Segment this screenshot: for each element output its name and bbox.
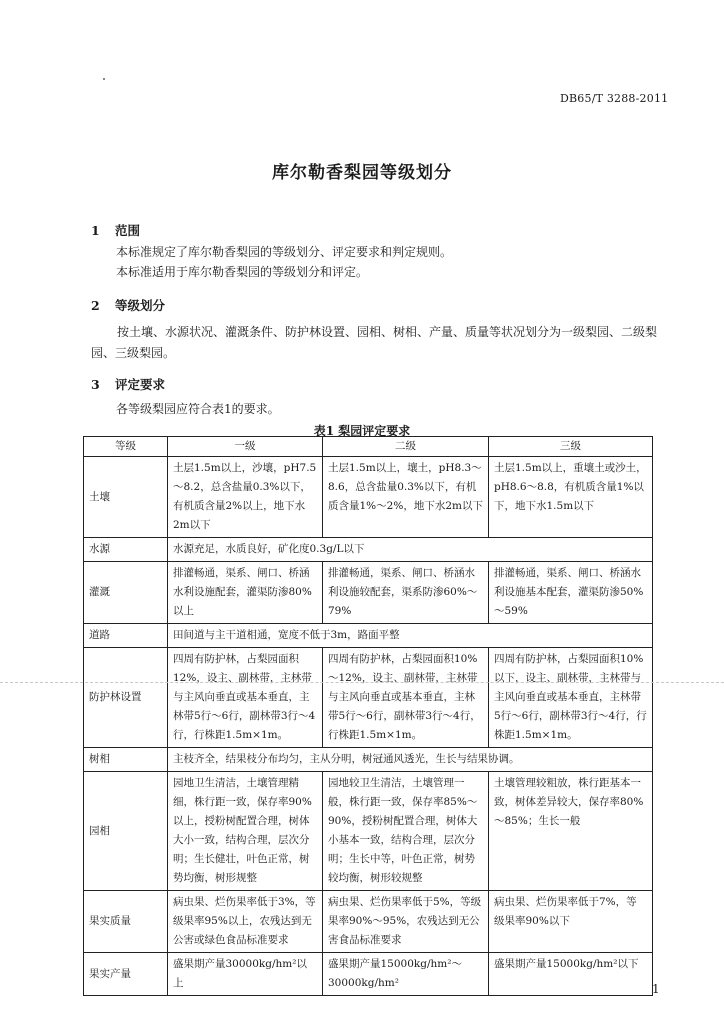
table-row <box>84 772 653 891</box>
row-label: 果实质量 <box>84 891 168 953</box>
table-cell: 盛果期产量30000kg/hm²以上 <box>168 953 323 996</box>
table-cell: 土壤管理较粗放，株行距基本一致，树体差异较大，保存率80%～85%；生长一般 <box>489 772 653 891</box>
table-cell: 排灌畅通，渠系、闸口、桥涵水利设施配套，灌渠防渗80%以上 <box>168 562 323 624</box>
row-label: 果实产量 <box>84 953 168 996</box>
table-cell: 排灌畅通，渠系、闸口、桥涵水利设施较配套，渠系防渗60%～79% <box>323 562 489 624</box>
table-cell: 园地卫生清洁，土壤管理精细，株行距一致，保存率90%以上，授粉树配置合理，树体大小一致，结构合理，层次分明；生长健壮，叶色正常，树势均衡，树形规整 <box>168 772 323 891</box>
paragraph: 本标准规定了库尔勒香梨园的等级划分、评定要求和判定规则。 <box>116 245 453 259</box>
table-row <box>84 562 653 624</box>
scan-dashed-line <box>0 682 724 683</box>
table-row <box>84 457 653 538</box>
header-grade-3: 三级 <box>489 437 653 457</box>
page-title: 库尔勒香梨园等级划分 <box>272 163 452 183</box>
section-title: 范围 <box>115 223 141 238</box>
table-cell: 四周有防护林，占梨园面积10%～12%，设主、副林带，主林带与主风向垂直或基本垂直，主林带5行～6行，副林带3行～4行，行株距1.5m×1m。 <box>323 648 489 748</box>
table-cell: 四周有防护林，占梨园面积10%以下，设主、副林带，主林带与主风向垂直或基本垂直，主林带5行～6行，副林带3行～4行，行株距1.5m×1m。 <box>489 648 653 748</box>
table-cell: 四周有防护林，占梨园面积12%，设主、副林带，主林带与主风向垂直或基本垂直，主林带5行～6行，副林带3行～4行，行株距1.5m×1m。 <box>168 648 323 748</box>
table-row <box>84 538 653 562</box>
page-number: 1 <box>652 982 660 996</box>
table-cell-merged: 田间道与主干道相通，宽度不低于3m，路面平整 <box>168 624 653 648</box>
table-row <box>84 748 653 772</box>
table-cell: 病虫果、烂伤果率低于7%，等级果率90%以下 <box>489 891 653 953</box>
table-row <box>84 891 653 953</box>
table-cell: 土层1.5m以上，重壤土或沙土，pH8.6～8.8，有机质含量1%以下，地下水1.5m以下 <box>489 457 653 538</box>
table-cell: 盛果期产量15000kg/hm²～30000kg/hm² <box>323 953 489 996</box>
table-cell: 园地较卫生清洁，土壤管理一般，株行距一致，保存率85%～90%，授粉树配置合理，树体大小基本一致，结构合理，层次分明；生长中等，叶色正常，树势较均衡，树形较规整 <box>323 772 489 891</box>
paragraph: 按土壤、水源状况、灌溉条件、防护林设置、园相、树相、产量、质量等状况划分为一级梨园、二级梨园、三级梨园。 <box>91 325 658 360</box>
table-row <box>84 624 653 648</box>
table-cell: 病虫果、烂伤果率低于3%，等级果率95%以上，农残达到无公害或绿色食品标准要求 <box>168 891 323 953</box>
table-row <box>84 648 653 748</box>
section-number: 2 <box>91 298 100 313</box>
header-grade-1: 一级 <box>168 437 323 457</box>
section-heading-requirements <box>91 375 165 393</box>
section-title: 等级划分 <box>115 298 166 313</box>
section-heading-scope <box>91 221 140 239</box>
table-cell: 排灌畅通，渠系、闸口、桥涵水利设施基本配套，灌渠防渗50%～59% <box>489 562 653 624</box>
header-grade-2: 二级 <box>323 437 489 457</box>
table-cell: 病虫果、烂伤果率低于5%，等级果率90%～95%，农残达到无公害食品标准要求 <box>323 891 489 953</box>
header-grade: 等级 <box>84 437 168 457</box>
section-number: 1 <box>91 223 100 238</box>
row-label: 树相 <box>84 748 168 772</box>
table-cell-merged: 水源充足，水质良好，矿化度0.3g/L以下 <box>168 538 653 562</box>
paragraph: 各等级梨园应符合表1的要求。 <box>116 402 280 416</box>
row-label: 防护林设置 <box>84 648 168 748</box>
table-cell: 盛果期产量15000kg/hm²以下 <box>489 953 653 996</box>
document-code: DB65/T 3288-2011 <box>560 92 669 105</box>
scan-dot <box>103 78 105 80</box>
table-cell-merged: 主枝齐全，结果枝分布均匀，主从分明，树冠通风透光，生长与结果协调。 <box>168 748 653 772</box>
section-heading-grading <box>91 296 165 314</box>
row-label: 水源 <box>84 538 168 562</box>
section-title: 评定要求 <box>115 377 166 392</box>
paragraph: 本标准适用于库尔勒香梨园的等级划分和评定。 <box>116 265 369 279</box>
row-label: 灌溉 <box>84 562 168 624</box>
table-cell: 土层1.5m以上，壤土，pH8.3～8.6，总含盐量0.3%以下，有机质含量1%～2%，地下水2m以下 <box>323 457 489 538</box>
grade-requirements-table <box>83 436 653 996</box>
table-caption: 表1 梨园评定要求 <box>313 424 411 438</box>
table-row <box>84 953 653 996</box>
row-label: 土壤 <box>84 457 168 538</box>
row-label: 道路 <box>84 624 168 648</box>
row-label: 园相 <box>84 772 168 891</box>
table-cell: 土层1.5m以上，沙壤，pH7.5～8.2，总含盐量0.3%以下，有机质含量2%以上，地下水2m以下 <box>168 457 323 538</box>
table-header-row <box>84 437 653 457</box>
section-number: 3 <box>91 377 100 392</box>
